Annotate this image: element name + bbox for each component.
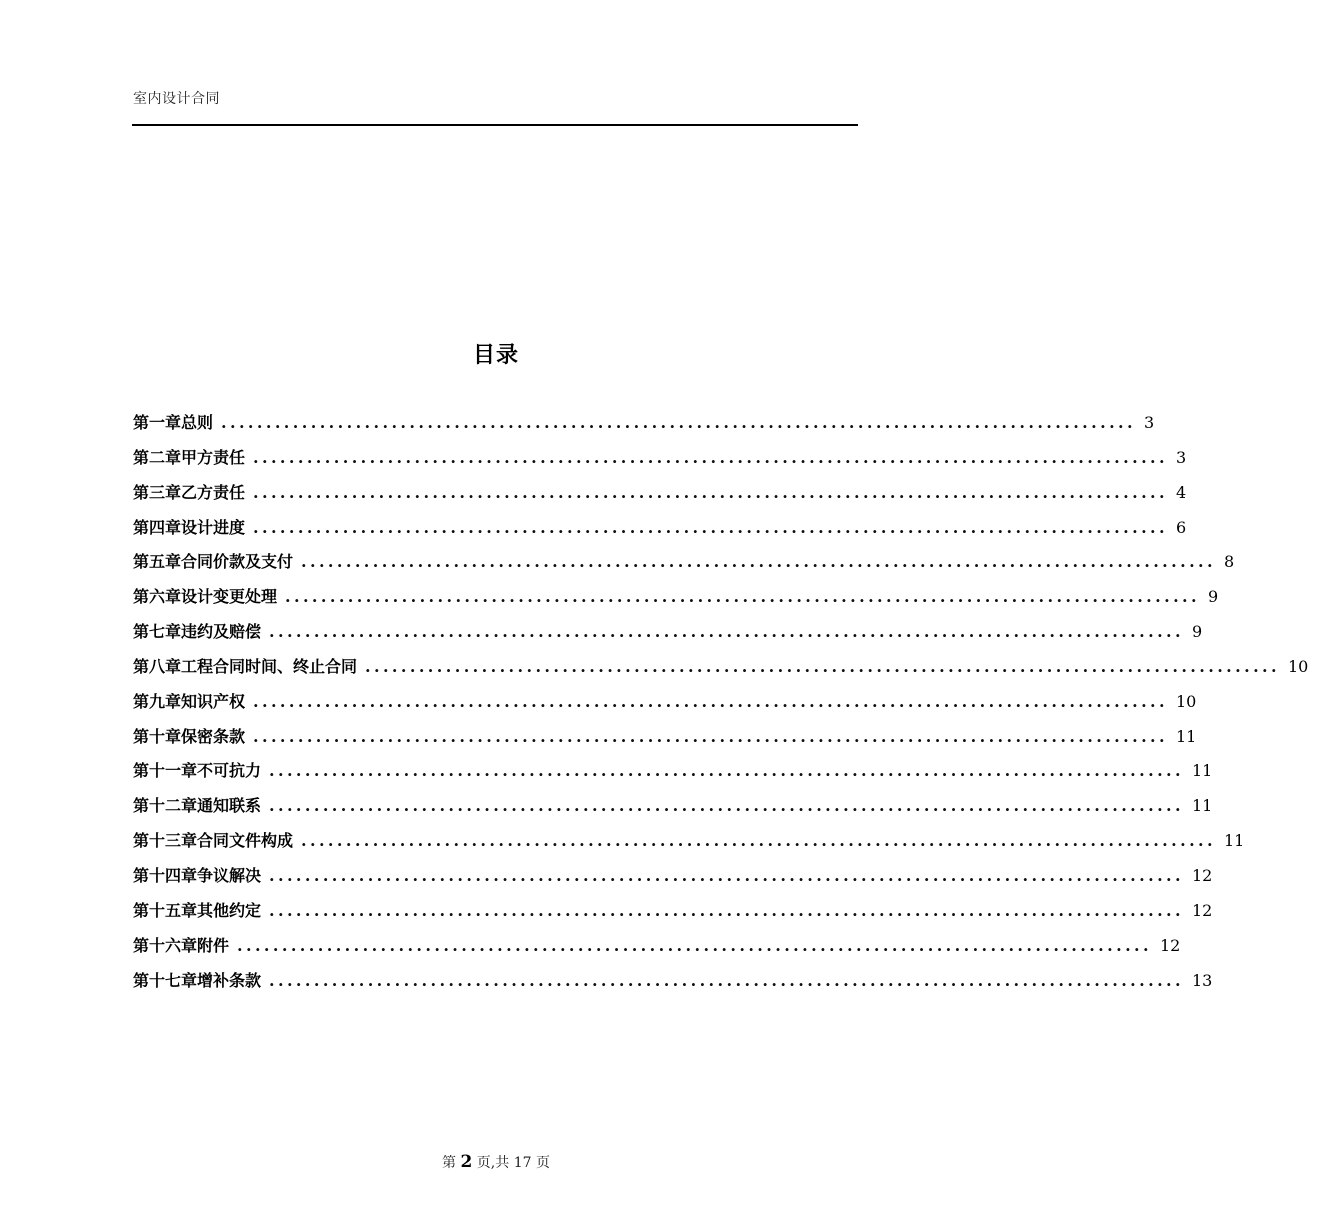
toc-leader-dots: ...................................................................................................... (269, 622, 1184, 642)
toc-entry-page: 12 (1192, 865, 1213, 885)
toc-leader-dots: ...................................................................................................... (269, 900, 1184, 920)
toc-entry-label: 第八章工程合同时间、终止合同 (133, 656, 358, 676)
toc-entry-label: 第十七章增补条款 (133, 970, 262, 990)
toc-entry-label: 第七章违约及赔偿 (133, 622, 262, 642)
toc-entry-label: 第二章甲方责任 (133, 447, 246, 467)
toc-entry-label: 第六章设计变更处理 (133, 587, 278, 607)
toc-leader-dots: ...................................................................................................... (253, 691, 1168, 711)
toc-leader-dots: ...................................................................................................... (253, 447, 1168, 467)
toc-entry-page: 12 (1192, 900, 1213, 920)
toc-entry[interactable] (133, 584, 1219, 619)
toc-entry[interactable] (133, 758, 1213, 793)
toc-leader-dots: ...................................................................................................... (221, 413, 1136, 432)
toc-leader-dots: ...................................................................................................... (269, 796, 1184, 816)
toc-entry-page: 4 (1176, 482, 1187, 502)
toc-entry[interactable] (133, 689, 1197, 724)
toc-entry-label: 第十五章其他约定 (133, 900, 262, 920)
footer-current-page: 2 (460, 1152, 473, 1172)
toc-entry-label: 第五章合同价款及支付 (133, 552, 294, 572)
header-divider (132, 124, 858, 126)
toc-entry-page: 3 (1176, 447, 1187, 467)
toc-entry-label: 第十四章争议解决 (133, 865, 262, 885)
toc-entry-page: 11 (1192, 761, 1213, 781)
toc-entry-label: 第十二章通知联系 (133, 796, 262, 816)
page-footer (0, 1152, 992, 1172)
toc-entry-page: 3 (1144, 413, 1155, 432)
footer-suffix: 页 (531, 1155, 550, 1171)
toc-leader-dots: ...................................................................................................... (365, 656, 1280, 676)
toc-entry[interactable] (133, 480, 1187, 515)
toc-entry[interactable] (133, 410, 1155, 445)
footer-total-pages: 17 (513, 1155, 532, 1171)
toc-leader-dots: ...................................................................................................... (301, 552, 1216, 572)
toc-leader-dots: ...................................................................................................... (285, 587, 1200, 607)
toc-entry[interactable] (133, 724, 1197, 759)
toc-entry-page: 11 (1192, 796, 1213, 816)
toc-entry-label: 第九章知识产权 (133, 691, 246, 711)
toc-leader-dots: ...................................................................................................... (301, 831, 1216, 851)
toc-leader-dots: ...................................................................................................... (253, 726, 1168, 746)
toc-entry-page: 12 (1160, 935, 1181, 955)
toc-leader-dots: ...................................................................................................... (269, 970, 1184, 990)
toc-entry[interactable] (133, 968, 1213, 1003)
toc-entry-page: 8 (1224, 552, 1235, 572)
toc-entry-label: 第十三章合同文件构成 (133, 831, 294, 851)
toc-leader-dots: ...................................................................................................... (237, 935, 1152, 955)
toc-entry-page: 11 (1224, 831, 1245, 851)
toc-entry-page: 10 (1288, 656, 1309, 676)
toc-entry-label: 第十六章附件 (133, 935, 230, 955)
toc-entry-page: 9 (1192, 622, 1203, 642)
toc-entry-label: 第十一章不可抗力 (133, 761, 262, 781)
toc-entry[interactable] (133, 898, 1213, 933)
toc-leader-dots: ...................................................................................................... (253, 517, 1168, 537)
toc-entry[interactable] (133, 863, 1213, 898)
toc-leader-dots: ...................................................................................................... (253, 482, 1168, 502)
toc-entry[interactable] (133, 793, 1213, 828)
toc-entry-label: 第三章乙方责任 (133, 482, 246, 502)
toc-title: 目录 (472, 343, 519, 368)
footer-middle: 页,共 (472, 1155, 514, 1171)
toc-entry[interactable] (133, 933, 1181, 968)
toc-entry[interactable] (133, 515, 1187, 550)
toc-entry-label: 第一章总则 (133, 413, 214, 432)
toc-entry[interactable] (133, 445, 1187, 480)
footer-prefix: 第 (442, 1155, 461, 1171)
toc-entry-page: 9 (1208, 587, 1219, 607)
toc-entry[interactable] (133, 654, 1309, 689)
toc-entry-page: 10 (1176, 691, 1197, 711)
toc-entry-label: 第四章设计进度 (133, 517, 246, 537)
toc-entry[interactable] (133, 549, 1235, 584)
toc-entry-page: 13 (1192, 970, 1213, 990)
table-of-contents (133, 410, 1309, 1002)
toc-entry[interactable] (133, 619, 1203, 654)
toc-entry-page: 11 (1176, 726, 1197, 746)
toc-entry-label: 第十章保密条款 (133, 726, 246, 746)
toc-entry-page: 6 (1176, 517, 1187, 537)
toc-leader-dots: ...................................................................................................... (269, 761, 1184, 781)
toc-entry[interactable] (133, 828, 1245, 863)
running-header: 室内设计合同 (133, 91, 220, 107)
toc-leader-dots: ...................................................................................................... (269, 865, 1184, 885)
